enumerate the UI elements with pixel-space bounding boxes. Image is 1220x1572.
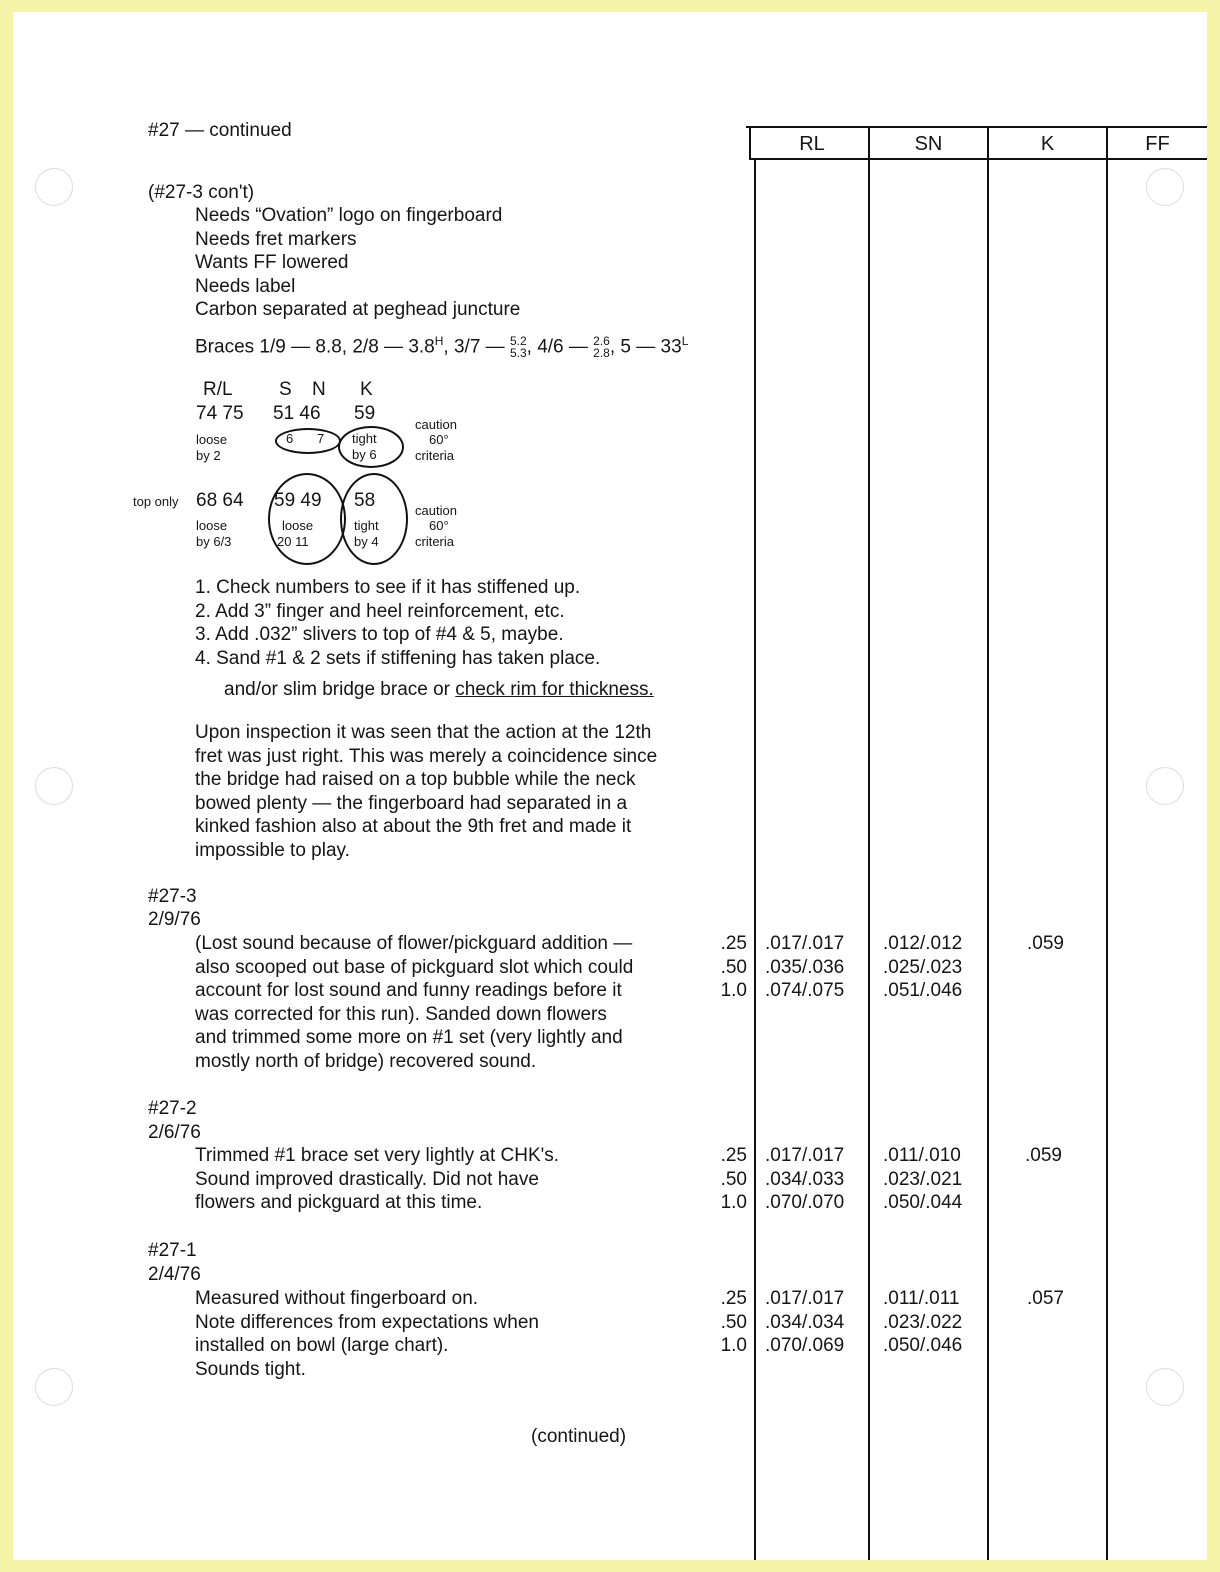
note-line: Needs “Ovation” logo on fingerboard: [195, 205, 503, 226]
column-header-bottom-rule: [750, 158, 1207, 160]
row2-sn-note: 20 11: [277, 534, 309, 549]
row1-caution: criteria: [415, 448, 455, 463]
brace-fraction: 2.6 2.8: [593, 334, 610, 361]
row2-caution: criteria: [415, 534, 455, 549]
page-title: #27 — continued: [148, 120, 292, 141]
entry-date: 2/9/76: [148, 909, 201, 930]
note-line: Wants FF lowered: [195, 252, 349, 274]
column-divider: [868, 126, 870, 1560]
punch-hole-mark: [35, 168, 73, 206]
column-divider: [749, 126, 751, 160]
diagram-header-rl: R/L: [203, 379, 233, 400]
diagram-header-n: N: [312, 379, 326, 400]
row1-caution: caution: [415, 417, 457, 432]
punch-hole-mark: [1146, 1368, 1184, 1406]
entry-loads: .25 .50 1.0: [720, 1288, 747, 1357]
row2-k-note: by 4: [354, 534, 379, 549]
diagram-header-k: K: [360, 379, 373, 400]
underlined-text: check rim for thickness.: [455, 679, 654, 700]
checklist-item: 3. Add .032” slivers to top of #4 & 5, maybe.: [195, 624, 564, 646]
entry-k-value: .057: [1027, 1288, 1064, 1309]
row1-rl-note: by 2: [196, 448, 221, 463]
checklist: [195, 576, 600, 670]
punch-hole-mark: [1146, 767, 1184, 805]
row1-rl-values: 74 75: [196, 403, 244, 424]
entry-text: Measured without fingerboard on. Note differences from expectations when installed on bowl (large chart). Sounds tight.: [195, 1288, 539, 1380]
row2-label: top only: [133, 494, 179, 509]
row2-rl-values: 68 64: [196, 490, 244, 511]
entry-sn-values: .011/.010 .023/.021 .050/.044: [883, 1145, 963, 1214]
braces-line: Braces 1/9 — 8.8, 2/8 — $3.8^H$, 3/7 — 5.2 5.3 , 4/6 — 2.6 2.8 , 5 — $33^L$: [195, 334, 689, 361]
row1-k-value: 59: [354, 403, 376, 424]
section-heading: (#27-3 con't): [148, 182, 255, 203]
column-header-ff: FF: [1145, 133, 1170, 155]
row2-k-value: 58: [354, 490, 376, 511]
entry-date: 2/4/76: [148, 1264, 201, 1285]
document-page: [13, 12, 1207, 1560]
row2-sn-values: 59 49: [274, 490, 322, 511]
row1-rl-note: loose: [196, 432, 228, 447]
checklist-item: 2. Add 3” finger and heel reinforcement, etc.: [195, 600, 565, 622]
diagram-header-s: S: [279, 379, 292, 400]
row1-sn-values: 51 46: [273, 403, 321, 424]
column-header-rl: RL: [799, 133, 825, 155]
entry-id: #27-2: [148, 1098, 197, 1119]
column-divider: [1106, 126, 1108, 1560]
column-divider: [754, 158, 756, 1560]
checklist-item: 1. Check numbers to see if it has stiffened up.: [195, 577, 581, 598]
row1-caution: 60°: [429, 432, 449, 447]
entry-k-value: .059: [1025, 1145, 1062, 1166]
entry-loads: .25 .50 1.0: [720, 933, 747, 1002]
entry-sn-values: .012/.012 .025/.023 .051/.046: [883, 933, 963, 1002]
entry-date: 2/6/76: [148, 1122, 201, 1143]
entry-sn-values: .011/.011 .023/.022 .050/.046: [883, 1288, 963, 1357]
note-line: Carbon separated at peghead juncture: [195, 299, 521, 321]
note-line: Needs label: [195, 275, 296, 297]
row1-sn-diff: 7: [317, 431, 325, 446]
entry-rl-values: .017/.017 .034/.033 .070/.070: [765, 1145, 845, 1214]
column-header-sn: SN: [914, 133, 943, 155]
row2-caution: 60°: [429, 518, 449, 533]
entry-id: #27-3: [148, 886, 197, 907]
row2-k-note: tight: [354, 518, 379, 533]
brace-fraction: 5.2 5.3: [509, 334, 527, 361]
entry-text: Trimmed #1 brace set very lightly at CHK's. Sound improved drastically. Did not have flowers and pickguard at this time.: [195, 1145, 560, 1214]
row2-rl-note: by 6/3: [196, 534, 232, 549]
entry-k-value: .059: [1027, 933, 1064, 954]
continued-footer: (continued): [531, 1426, 627, 1447]
entry-loads: .25 .50 1.0: [720, 1145, 747, 1214]
inspection-paragraph: Upon inspection it was seen that the action at the 12th fret was just right. This was merely a coincidence since the bridge had raised on a top bubble while the neck bowed plenty — the fingerboard had separated in a kinked fashion also at about the 9th fret and made it impossible to play.: [195, 722, 658, 861]
row2-caution: caution: [415, 503, 457, 518]
row1-k-note: tight: [352, 431, 377, 446]
andor-line: and/or slim bridge brace or check rim for thickness.: [224, 679, 654, 700]
row1-sn-diff: 6: [286, 431, 294, 446]
row1-sn-ellipse: [275, 428, 341, 454]
row2-sn-note: loose: [282, 518, 314, 533]
note-line: Needs fret markers: [195, 228, 357, 250]
punch-hole-mark: [35, 1368, 73, 1406]
row2-rl-note: loose: [196, 518, 228, 533]
punch-hole-mark: [1146, 168, 1184, 206]
column-divider: [987, 126, 989, 1560]
notes-list: [195, 204, 520, 322]
entry-id: #27-1: [148, 1240, 197, 1261]
entry-rl-values: .017/.017 .035/.036 .074/.075: [765, 933, 845, 1002]
entry-rl-values: .017/.017 .034/.034 .070/.069: [765, 1288, 845, 1357]
punch-hole-mark: [35, 767, 73, 805]
entry-text: (Lost sound because of flower/pickguard addition — also scooped out base of pickguard slot which could account for lost sound and funny readings before it was corrected for this run). Sanded down flowers and trimmed some more on #1 set (very lightly and mostly north of bridge) recovered sound.: [195, 933, 634, 1072]
column-header-top-rule: [746, 126, 1207, 128]
row1-k-note: by 6: [352, 447, 377, 462]
checklist-item: 4. Sand #1 & 2 sets if stiffening has taken place.: [195, 647, 601, 669]
column-header-k: K: [1040, 133, 1055, 155]
